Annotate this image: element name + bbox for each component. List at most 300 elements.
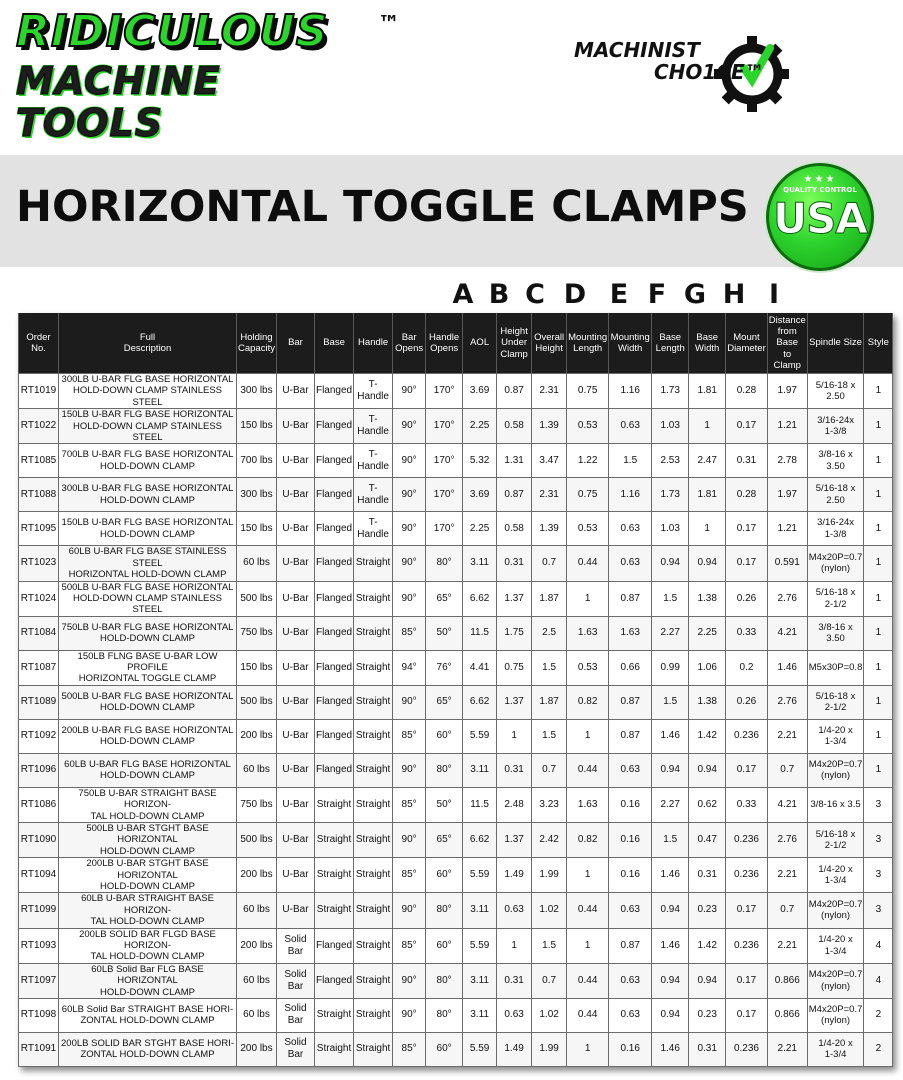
cell-spindle-size: 3/8-16 x 3.5 <box>807 787 864 822</box>
cell-aol: 3.11 <box>463 963 497 998</box>
cell-handle: T-Handle <box>354 512 393 546</box>
cell-spindle-size: M5x30P=0.8 <box>807 650 864 685</box>
cell-bar: U-Bar <box>276 787 314 822</box>
cell-holding-capacity: 60 lbs <box>237 753 277 787</box>
cell-height-under-clamp: 1 <box>497 719 532 753</box>
cell-base-length: 0.94 <box>652 998 689 1032</box>
cell-spindle-size: M4x20P=0.7 (nylon) <box>807 963 864 998</box>
cell-distance-base-to-clamp: 0.591 <box>767 546 807 581</box>
cell-handle-opens: 65° <box>426 823 463 858</box>
cell-overall-height: 1.39 <box>532 409 567 444</box>
table-row <box>19 546 893 581</box>
cell-full-description: 200LB SOLID BAR FLGD BASE HORIZON- TAL HOLD-DOWN CLAMP <box>59 928 237 963</box>
spec-table <box>18 313 893 1067</box>
cell-base-width: 0.31 <box>689 858 726 893</box>
cell-base-width: 1.38 <box>689 685 726 719</box>
cell-base: Flanged <box>314 616 353 650</box>
cell-overall-height: 1.02 <box>532 893 567 928</box>
cell-bar-opens: 90° <box>393 409 426 444</box>
brand-line-2: MACHINE <box>16 59 221 103</box>
cell-spindle-size: 5/16-18 x 2-1/2 <box>807 823 864 858</box>
column-header-bar: Bar <box>276 313 314 374</box>
cell-handle-opens: 60° <box>426 719 463 753</box>
cell-handle: Straight <box>354 685 393 719</box>
cell-mounting-width: 0.87 <box>609 719 652 753</box>
cell-mounting-length: 0.44 <box>567 998 609 1032</box>
cell-mounting-width: 0.63 <box>609 963 652 998</box>
cell-height-under-clamp: 0.58 <box>497 409 532 444</box>
table-row <box>19 858 893 893</box>
column-header-style: Style <box>864 313 893 374</box>
cell-bar-opens: 90° <box>393 823 426 858</box>
cell-base-length: 1.46 <box>652 1032 689 1066</box>
cell-handle: T-Handle <box>354 444 393 478</box>
cell-mount-diameter: 0.26 <box>726 581 768 616</box>
cell-style: 3 <box>864 893 893 928</box>
cell-mount-diameter: 0.17 <box>726 512 768 546</box>
badge-stars: ★★★ <box>803 174 837 185</box>
cell-base-width: 1.38 <box>689 581 726 616</box>
cell-spindle-size: 1/4-20 x 1-3/4 <box>807 928 864 963</box>
cell-base: Straight <box>314 823 353 858</box>
cell-full-description: 150LB U-BAR FLG BASE HORIZONTAL HOLD-DOWN CLAMP STAINLESS STEEL <box>59 409 237 444</box>
cell-mount-diameter: 0.17 <box>726 998 768 1032</box>
cell-bar-opens: 85° <box>393 719 426 753</box>
cell-distance-base-to-clamp: 2.76 <box>767 823 807 858</box>
cell-style: 1 <box>864 478 893 512</box>
table-row <box>19 787 893 822</box>
cell-mount-diameter: 0.236 <box>726 823 768 858</box>
cell-bar: U-Bar <box>276 512 314 546</box>
cell-bar: Solid Bar <box>276 1032 314 1066</box>
cell-handle: T-Handle <box>354 374 393 409</box>
cell-style: 1 <box>864 374 893 409</box>
cell-handle: Straight <box>354 787 393 822</box>
cell-mounting-width: 1.16 <box>609 374 652 409</box>
brand-line-3: TOOLS <box>16 101 164 145</box>
table-header-row <box>19 313 893 374</box>
cell-full-description: 750LB U-BAR FLG BASE HORIZONTAL HOLD-DOWN CLAMP <box>59 616 237 650</box>
table-row <box>19 963 893 998</box>
cell-bar: U-Bar <box>276 719 314 753</box>
cell-height-under-clamp: 0.87 <box>497 374 532 409</box>
cell-base-length: 1.46 <box>652 858 689 893</box>
column-header-spindle-size: Spindle Size <box>807 313 864 374</box>
cell-distance-base-to-clamp: 1.97 <box>767 478 807 512</box>
cell-aol: 3.11 <box>463 753 497 787</box>
cell-handle-opens: 170° <box>426 374 463 409</box>
cell-aol: 4.41 <box>463 650 497 685</box>
cell-order-no: RT1097 <box>19 963 59 998</box>
table-row <box>19 753 893 787</box>
cell-base-width: 2.47 <box>689 444 726 478</box>
cell-holding-capacity: 60 lbs <box>237 963 277 998</box>
cell-bar-opens: 85° <box>393 928 426 963</box>
cell-base: Flanged <box>314 374 353 409</box>
cell-mounting-width: 1.63 <box>609 616 652 650</box>
cell-distance-base-to-clamp: 0.866 <box>767 963 807 998</box>
cell-mounting-width: 0.63 <box>609 546 652 581</box>
cell-bar-opens: 90° <box>393 478 426 512</box>
cell-distance-base-to-clamp: 4.21 <box>767 616 807 650</box>
cell-mounting-width: 0.63 <box>609 998 652 1032</box>
cell-order-no: RT1024 <box>19 581 59 616</box>
cell-bar: U-Bar <box>276 650 314 685</box>
cell-base-width: 1.06 <box>689 650 726 685</box>
cell-bar-opens: 90° <box>393 963 426 998</box>
logo-word-machinist: MACHINIST <box>574 38 700 62</box>
cell-aol: 2.25 <box>463 512 497 546</box>
cell-mounting-length: 1 <box>567 928 609 963</box>
cell-overall-height: 0.7 <box>532 963 567 998</box>
cell-bar: Solid Bar <box>276 998 314 1032</box>
cell-bar: U-Bar <box>276 616 314 650</box>
cell-base-width: 0.23 <box>689 893 726 928</box>
cell-base-length: 1.73 <box>652 478 689 512</box>
cell-handle-opens: 170° <box>426 478 463 512</box>
cell-overall-height: 1.99 <box>532 1032 567 1066</box>
cell-mount-diameter: 0.33 <box>726 787 768 822</box>
cell-height-under-clamp: 0.87 <box>497 478 532 512</box>
cell-handle: Straight <box>354 928 393 963</box>
cell-bar: U-Bar <box>276 823 314 858</box>
cell-height-under-clamp: 1.31 <box>497 444 532 478</box>
cell-spindle-size: 5/16-18 x 2.50 <box>807 478 864 512</box>
cell-mount-diameter: 0.17 <box>726 409 768 444</box>
cell-base-length: 1.03 <box>652 409 689 444</box>
column-header-full-description: Full Description <box>59 313 237 374</box>
cell-base: Flanged <box>314 753 353 787</box>
cell-aol: 2.25 <box>463 409 497 444</box>
cell-full-description: 200LB U-BAR STGHT BASE HORIZONTAL HOLD-DOWN CLAMP <box>59 858 237 893</box>
cell-bar: U-Bar <box>276 753 314 787</box>
cell-distance-base-to-clamp: 2.76 <box>767 581 807 616</box>
cell-full-description: 60LB U-BAR FLG BASE HORIZONTAL HOLD-DOWN CLAMP <box>59 753 237 787</box>
cell-handle-opens: 80° <box>426 893 463 928</box>
cell-aol: 11.5 <box>463 787 497 822</box>
cell-distance-base-to-clamp: 1.21 <box>767 512 807 546</box>
table-body <box>19 374 893 1067</box>
cell-base-width: 0.62 <box>689 787 726 822</box>
cell-mounting-width: 0.16 <box>609 787 652 822</box>
cell-height-under-clamp: 2.48 <box>497 787 532 822</box>
cell-holding-capacity: 150 lbs <box>237 409 277 444</box>
cell-handle-opens: 60° <box>426 858 463 893</box>
cell-base: Straight <box>314 858 353 893</box>
dimension-letter-d: D <box>563 279 587 310</box>
cell-mounting-length: 0.44 <box>567 893 609 928</box>
cell-handle: Straight <box>354 546 393 581</box>
cell-overall-height: 2.5 <box>532 616 567 650</box>
cell-style: 1 <box>864 546 893 581</box>
cell-mounting-length: 0.44 <box>567 546 609 581</box>
cell-aol: 6.62 <box>463 581 497 616</box>
cell-full-description: 200LB SOLID BAR STGHT BASE HORI- ZONTAL HOLD-DOWN CLAMP <box>59 1032 237 1066</box>
cell-full-description: 500LB U-BAR STGHT BASE HORIZONTAL HOLD-DOWN CLAMP <box>59 823 237 858</box>
cell-base: Flanged <box>314 512 353 546</box>
table-row <box>19 444 893 478</box>
cell-base-width: 1.42 <box>689 928 726 963</box>
cell-mounting-length: 0.82 <box>567 823 609 858</box>
cell-mount-diameter: 0.26 <box>726 685 768 719</box>
column-header-holding-capacity: Holding Capacity <box>237 313 277 374</box>
cell-full-description: 150LB U-BAR FLG BASE HORIZONTAL HOLD-DOWN CLAMP <box>59 512 237 546</box>
cell-base: Flanged <box>314 650 353 685</box>
cell-style: 2 <box>864 1032 893 1066</box>
cell-holding-capacity: 500 lbs <box>237 581 277 616</box>
cell-holding-capacity: 200 lbs <box>237 858 277 893</box>
column-header-mounting-length: Mounting Length <box>567 313 609 374</box>
cell-overall-height: 0.7 <box>532 753 567 787</box>
cell-mounting-width: 0.63 <box>609 409 652 444</box>
cell-full-description: 500LB U-BAR FLG BASE HORIZONTAL HOLD-DOWN CLAMP <box>59 685 237 719</box>
cell-mount-diameter: 0.17 <box>726 963 768 998</box>
cell-aol: 3.11 <box>463 546 497 581</box>
table-row <box>19 478 893 512</box>
cell-mount-diameter: 0.236 <box>726 719 768 753</box>
cell-mounting-length: 0.82 <box>567 685 609 719</box>
cell-mounting-width: 0.63 <box>609 893 652 928</box>
cell-distance-base-to-clamp: 4.21 <box>767 787 807 822</box>
cell-height-under-clamp: 0.31 <box>497 753 532 787</box>
cell-mounting-width: 0.87 <box>609 685 652 719</box>
cell-height-under-clamp: 0.31 <box>497 963 532 998</box>
cell-handle: T-Handle <box>354 478 393 512</box>
cell-bar: U-Bar <box>276 858 314 893</box>
cell-spindle-size: M4x20P=0.7 (nylon) <box>807 998 864 1032</box>
cell-holding-capacity: 750 lbs <box>237 616 277 650</box>
cell-bar-opens: 85° <box>393 616 426 650</box>
cell-mounting-length: 1.63 <box>567 787 609 822</box>
cell-full-description: 200LB U-BAR FLG BASE HORIZONTAL HOLD-DOWN CLAMP <box>59 719 237 753</box>
cell-mount-diameter: 0.2 <box>726 650 768 685</box>
cell-base-length: 0.94 <box>652 546 689 581</box>
cell-mounting-length: 1 <box>567 581 609 616</box>
cell-handle: Straight <box>354 998 393 1032</box>
cell-base: Flanged <box>314 478 353 512</box>
cell-mount-diameter: 0.17 <box>726 753 768 787</box>
cell-base-width: 0.47 <box>689 823 726 858</box>
cell-mount-diameter: 0.33 <box>726 616 768 650</box>
cell-mounting-length: 0.75 <box>567 374 609 409</box>
cell-style: 1 <box>864 409 893 444</box>
cell-holding-capacity: 60 lbs <box>237 998 277 1032</box>
cell-base-length: 0.99 <box>652 650 689 685</box>
cell-holding-capacity: 150 lbs <box>237 650 277 685</box>
cell-holding-capacity: 200 lbs <box>237 719 277 753</box>
cell-bar: U-Bar <box>276 409 314 444</box>
cell-mounting-length: 0.53 <box>567 512 609 546</box>
cell-overall-height: 1.5 <box>532 650 567 685</box>
dimension-letter-b: B <box>488 279 510 310</box>
cell-aol: 5.59 <box>463 719 497 753</box>
cell-mount-diameter: 0.236 <box>726 1032 768 1066</box>
cell-mounting-width: 0.63 <box>609 753 652 787</box>
cell-distance-base-to-clamp: 2.78 <box>767 444 807 478</box>
cell-mounting-length: 0.53 <box>567 650 609 685</box>
cell-aol: 11.5 <box>463 616 497 650</box>
cell-base: Flanged <box>314 409 353 444</box>
table-row <box>19 685 893 719</box>
cell-style: 3 <box>864 787 893 822</box>
table-row <box>19 409 893 444</box>
cell-mounting-length: 1 <box>567 1032 609 1066</box>
column-header-aol: AOL <box>463 313 497 374</box>
cell-mounting-width: 0.66 <box>609 650 652 685</box>
cell-base-width: 0.94 <box>689 963 726 998</box>
cell-mount-diameter: 0.236 <box>726 928 768 963</box>
cell-mount-diameter: 0.17 <box>726 546 768 581</box>
column-header-handle: Handle <box>354 313 393 374</box>
cell-base-length: 1.46 <box>652 928 689 963</box>
cell-bar-opens: 90° <box>393 753 426 787</box>
column-header-height-under-clamp: Height Under Clamp <box>497 313 532 374</box>
cell-mounting-width: 0.87 <box>609 928 652 963</box>
cell-holding-capacity: 750 lbs <box>237 787 277 822</box>
cell-distance-base-to-clamp: 0.866 <box>767 998 807 1032</box>
cell-order-no: RT1089 <box>19 685 59 719</box>
cell-bar: U-Bar <box>276 444 314 478</box>
cell-height-under-clamp: 0.63 <box>497 893 532 928</box>
cell-base: Flanged <box>314 581 353 616</box>
cell-height-under-clamp: 0.63 <box>497 998 532 1032</box>
cell-handle-opens: 50° <box>426 616 463 650</box>
cell-mounting-length: 1.63 <box>567 616 609 650</box>
cell-handle: Straight <box>354 823 393 858</box>
cell-spindle-size: 5/16-18 x 2-1/2 <box>807 685 864 719</box>
table-row <box>19 581 893 616</box>
cell-base-width: 1 <box>689 409 726 444</box>
table-row <box>19 719 893 753</box>
cell-style: 4 <box>864 963 893 998</box>
cell-overall-height: 0.7 <box>532 546 567 581</box>
cell-style: 1 <box>864 753 893 787</box>
cell-height-under-clamp: 1.37 <box>497 685 532 719</box>
cell-mounting-length: 0.53 <box>567 409 609 444</box>
cell-handle-opens: 60° <box>426 1032 463 1066</box>
cell-holding-capacity: 150 lbs <box>237 512 277 546</box>
cell-overall-height: 1.02 <box>532 998 567 1032</box>
cell-spindle-size: 5/16-18 x 2-1/2 <box>807 581 864 616</box>
cell-height-under-clamp: 1.37 <box>497 823 532 858</box>
column-header-order-no: Order No. <box>19 313 59 374</box>
cell-order-no: RT1022 <box>19 409 59 444</box>
cell-overall-height: 1.99 <box>532 858 567 893</box>
cell-height-under-clamp: 1.75 <box>497 616 532 650</box>
cell-mounting-width: 0.87 <box>609 581 652 616</box>
cell-mounting-width: 0.63 <box>609 512 652 546</box>
cell-base-width: 0.94 <box>689 546 726 581</box>
cell-aol: 3.69 <box>463 478 497 512</box>
table-row <box>19 1032 893 1066</box>
cell-style: 1 <box>864 512 893 546</box>
cell-base-width: 1.42 <box>689 719 726 753</box>
table-row <box>19 374 893 409</box>
cell-overall-height: 1.87 <box>532 581 567 616</box>
column-header-base-length: Base Length <box>652 313 689 374</box>
cell-base-length: 1.03 <box>652 512 689 546</box>
cell-style: 2 <box>864 998 893 1032</box>
cell-base-width: 1 <box>689 512 726 546</box>
cell-mounting-width: 0.16 <box>609 1032 652 1066</box>
cell-handle-opens: 65° <box>426 685 463 719</box>
cell-full-description: 150LB FLNG BASE U-BAR LOW PROFILE HORIZONTAL TOGGLE CLAMP <box>59 650 237 685</box>
cell-distance-base-to-clamp: 2.21 <box>767 858 807 893</box>
cell-order-no: RT1099 <box>19 893 59 928</box>
cell-spindle-size: 1/4-20 x 1-3/4 <box>807 1032 864 1066</box>
dimension-letter-f: F <box>647 279 667 310</box>
cell-full-description: 700LB U-BAR FLG BASE HORIZONTAL HOLD-DOWN CLAMP <box>59 444 237 478</box>
cell-order-no: RT1085 <box>19 444 59 478</box>
cell-aol: 6.62 <box>463 823 497 858</box>
cell-base: Flanged <box>314 963 353 998</box>
cell-height-under-clamp: 0.75 <box>497 650 532 685</box>
cell-overall-height: 1.87 <box>532 685 567 719</box>
table-row <box>19 823 893 858</box>
cell-base-length: 1.5 <box>652 823 689 858</box>
cell-bar-opens: 94° <box>393 650 426 685</box>
cell-bar-opens: 90° <box>393 998 426 1032</box>
cell-bar-opens: 90° <box>393 444 426 478</box>
cell-style: 1 <box>864 616 893 650</box>
cell-bar-opens: 90° <box>393 685 426 719</box>
cell-handle: Straight <box>354 581 393 616</box>
cell-base: Straight <box>314 998 353 1032</box>
dimension-letter-e: E <box>609 279 629 310</box>
cell-full-description: 60LB U-BAR FLG BASE STAINLESS STEEL HORIZONTAL HOLD-DOWN CLAMP <box>59 546 237 581</box>
cell-height-under-clamp: 1.37 <box>497 581 532 616</box>
cell-holding-capacity: 60 lbs <box>237 893 277 928</box>
cell-base-length: 0.94 <box>652 963 689 998</box>
cell-order-no: RT1084 <box>19 616 59 650</box>
cell-base-length: 1.46 <box>652 719 689 753</box>
cell-aol: 5.59 <box>463 1032 497 1066</box>
cell-style: 3 <box>864 823 893 858</box>
cell-handle: Straight <box>354 1032 393 1066</box>
cell-base-length: 2.27 <box>652 616 689 650</box>
cell-bar: Solid Bar <box>276 963 314 998</box>
cell-order-no: RT1088 <box>19 478 59 512</box>
dimension-letter-a: A <box>452 279 474 310</box>
cell-holding-capacity: 200 lbs <box>237 928 277 963</box>
cell-style: 1 <box>864 650 893 685</box>
cell-base: Flanged <box>314 685 353 719</box>
brand-line-1: RIDICULOUS <box>16 6 329 57</box>
cell-mounting-width: 1.5 <box>609 444 652 478</box>
cell-order-no: RT1091 <box>19 1032 59 1066</box>
cell-base-width: 0.31 <box>689 1032 726 1066</box>
cell-spindle-size: 1/4-20 x 1-3/4 <box>807 719 864 753</box>
badge-text: USA <box>773 194 867 243</box>
cell-full-description: 300LB U-BAR FLG BASE HORIZONTAL HOLD-DOWN CLAMP <box>59 478 237 512</box>
cell-handle: Straight <box>354 753 393 787</box>
cell-base-width: 1.81 <box>689 374 726 409</box>
cell-distance-base-to-clamp: 1.21 <box>767 409 807 444</box>
cell-distance-base-to-clamp: 1.97 <box>767 374 807 409</box>
cell-holding-capacity: 500 lbs <box>237 823 277 858</box>
cell-distance-base-to-clamp: 0.7 <box>767 893 807 928</box>
cell-bar: Solid Bar <box>276 928 314 963</box>
trademark-symbol: ™ <box>378 12 400 37</box>
cell-spindle-size: 1/4-20 x 1-3/4 <box>807 858 864 893</box>
cell-overall-height: 3.23 <box>532 787 567 822</box>
cell-overall-height: 2.31 <box>532 374 567 409</box>
cell-handle-opens: 170° <box>426 444 463 478</box>
cell-handle-opens: 80° <box>426 998 463 1032</box>
cell-handle-opens: 65° <box>426 581 463 616</box>
cell-handle: Straight <box>354 650 393 685</box>
cell-full-description: 60LB Solid Bar STRAIGHT BASE HORI- ZONTAL HOLD-DOWN CLAMP <box>59 998 237 1032</box>
